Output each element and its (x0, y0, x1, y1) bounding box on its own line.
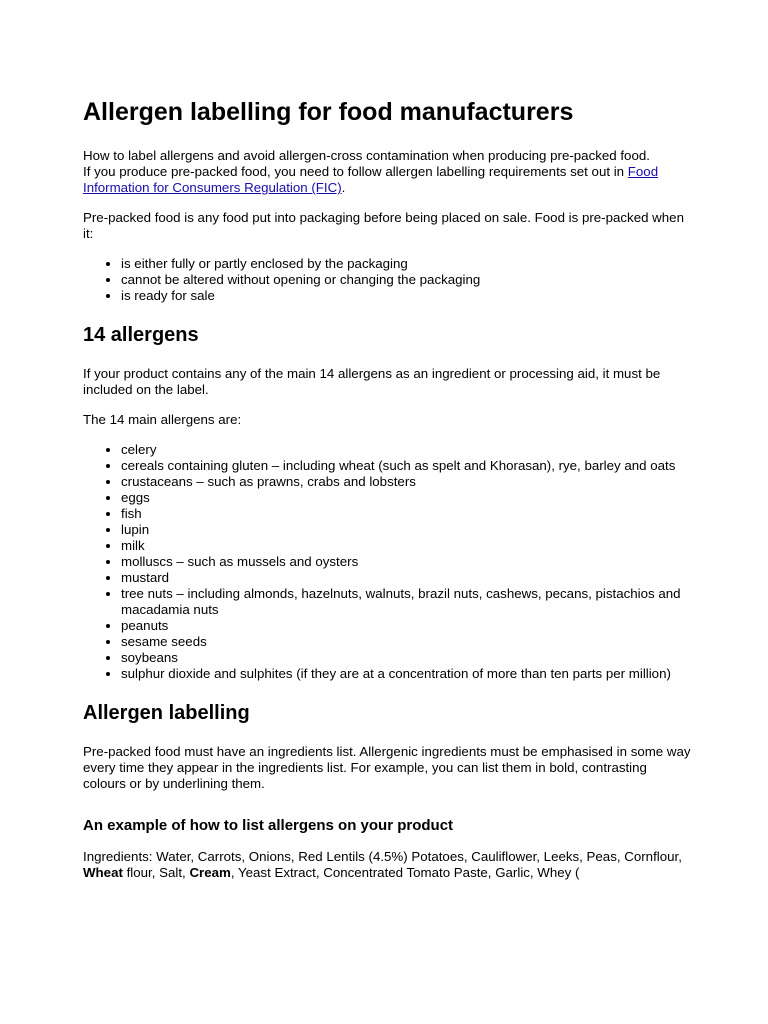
document-page (83, 96, 693, 895)
allergen-list-item: • soybeans (121, 650, 693, 666)
intro-paragraph (83, 148, 693, 196)
prepacked-list-item: • is ready for sale (121, 288, 693, 304)
allergen-wheat: Wheat (83, 865, 123, 880)
ingredients-example (83, 849, 693, 881)
allergen-list-item: • eggs (121, 490, 693, 506)
example-heading: An example of how to list allergens on your product (83, 817, 454, 834)
allergen-list-item: • sulphur dioxide and sulphites (if they are at a concentration of more than ten parts per million) (121, 666, 693, 682)
allergen-list-item: • celery (121, 442, 693, 458)
intro-line-2: If you produce pre-packed food, you need to follow allergen labelling requirements set out in (83, 164, 628, 179)
allergen-list-item: • molluscs – such as mussels and oysters (121, 554, 693, 570)
allergens-list-intro: The 14 main allergens are: (83, 412, 242, 427)
allergen-cream: Cream (189, 865, 231, 880)
prepacked-list (83, 256, 693, 304)
allergen-list-item: • lupin (121, 522, 693, 538)
allergen-list-item: • cereals containing gluten – including wheat (such as spelt and Khorasan), rye, barley and oats (121, 458, 693, 474)
prepacked-paragraph: Pre-packed food is any food put into packaging before being placed on sale. Food is pre-packed when it: (83, 210, 684, 241)
ingredients-text-3: , Yeast Extract, Concentrated Tomato Paste, Garlic, Whey ( (230, 865, 580, 880)
allergen-list-item: • milk (121, 538, 693, 554)
allergen-list-item: • peanuts (121, 618, 693, 634)
allergens-heading: 14 allergens (83, 324, 199, 346)
allergen-list-item: • tree nuts – including almonds, hazelnuts, walnuts, brazil nuts, cashews, pecans, pistachios and macadamia nuts (121, 586, 693, 618)
page-title: Allergen labelling for food manufacturers (83, 98, 574, 126)
allergen-list-item: • fish (121, 506, 693, 522)
prepacked-list-item: • is either fully or partly enclosed by the packaging (121, 256, 693, 272)
allergens-list (83, 442, 693, 682)
allergens-paragraph: If your product contains any of the main 14 allergens as an ingredient or processing aid, it must be included on the label. (83, 366, 661, 397)
allergen-labelling-paragraph: Pre-packed food must have an ingredients list. Allergenic ingredients must be emphasised in some way every time they appear in the ingredients list. For example, you can list them in bold, contrasting colours or by underlining them. (83, 744, 691, 791)
allergen-labelling-heading: Allergen labelling (83, 702, 250, 724)
intro-line-2-end: . (341, 180, 346, 195)
allergen-list-item: • sesame seeds (121, 634, 693, 650)
fic-regulation-link[interactable]: Food Information for Consumers Regulation (FIC) (83, 164, 659, 195)
allergen-list-item: • mustard (121, 570, 693, 586)
prepacked-list-item: • cannot be altered without opening or changing the packaging (121, 272, 693, 288)
allergen-list-item: • crustaceans – such as prawns, crabs and lobsters (121, 474, 693, 490)
ingredients-text-2: flour, Salt, (122, 865, 190, 880)
ingredients-text-1: Ingredients: Water, Carrots, Onions, Red Lentils (4.5%) Potatoes, Cauliflower, Leeks, Peas, Cornflour, (83, 849, 682, 864)
intro-line-1: How to label allergens and avoid allergen-cross contamination when producing pre-packed food. (83, 148, 650, 163)
